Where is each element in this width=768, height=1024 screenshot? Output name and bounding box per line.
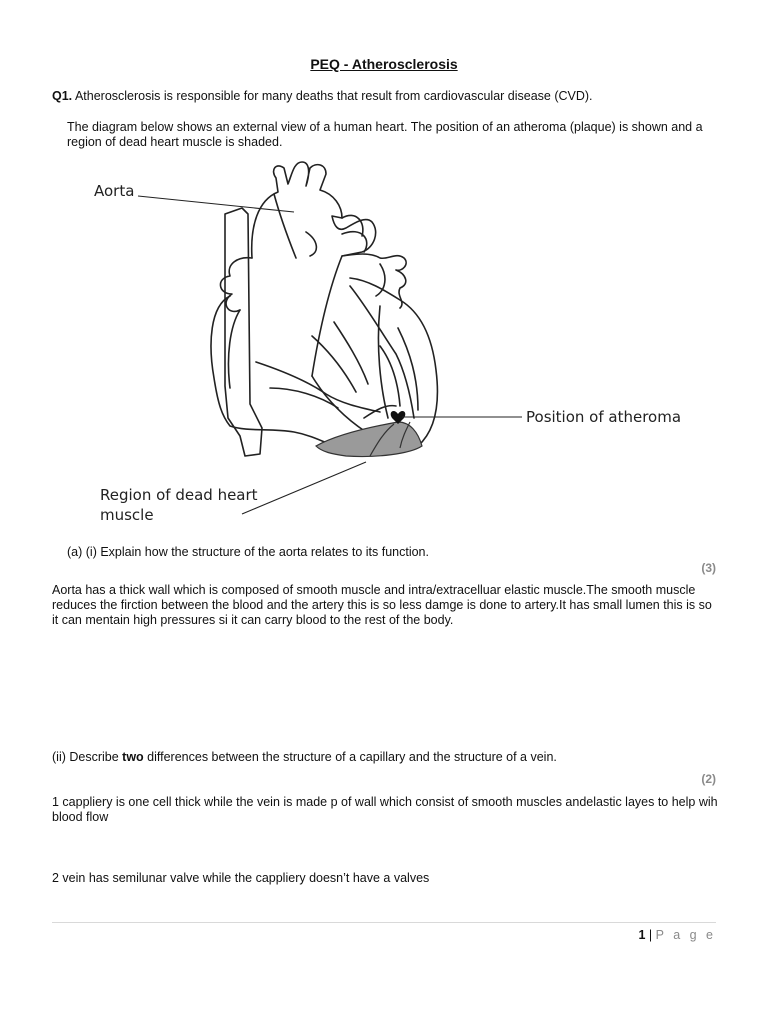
q1-intro xyxy=(52,89,722,104)
question-a-ii-bold: two xyxy=(122,750,144,764)
page-footer xyxy=(638,928,716,942)
answer-a-ii-2: 2 vein has semilunar valve while the cappliery doesn’t have a valves xyxy=(52,871,430,885)
page-separator: | xyxy=(648,928,653,942)
question-a-ii-pre: (ii) Describe xyxy=(52,750,123,764)
answer-a-ii-1: 1 cappliery is one cell thick while the vein is made p of wall which consist of smooth muscles andelastic layes to help wih blood flow xyxy=(52,795,718,824)
diagram-description: The diagram below shows an external view of a human heart. The position of an atheroma (plaque) is shown and a region of dead heart muscle is shaded. xyxy=(67,120,703,149)
page-title: PEQ - Atherosclerosis xyxy=(310,56,458,72)
page-number: 1 xyxy=(638,928,646,942)
marks-a-ii: (2) xyxy=(701,772,716,786)
footer-divider xyxy=(52,922,716,923)
question-a-ii-post: differences between the structure of a capillary and the structure of a vein. xyxy=(143,750,557,764)
dead-muscle-label-line2: muscle xyxy=(100,506,154,524)
aorta-shape xyxy=(252,162,376,376)
page-word: P a g e xyxy=(655,928,716,942)
answer-a-i: Aorta has a thick wall which is composed of smooth muscle and intra/extracelluar elastic muscle.The smooth muscle reduces the firction between the blood and the artery this is so less damge is done to artery.It has small lumen this is so it can mentain high pressures si it can carry blood to the rest of the body. xyxy=(52,583,712,627)
aorta-label: Aorta xyxy=(94,182,135,200)
question-a-ii xyxy=(52,750,720,765)
question-number: Q1. xyxy=(52,89,73,103)
vena-cava-shape xyxy=(225,208,262,456)
q1-intro-text: Atherosclerosis is responsible for many deaths that result from cardiovascular disease (CVD). xyxy=(74,89,593,103)
dead-muscle-region xyxy=(316,422,422,457)
dead-muscle-leader-line xyxy=(242,462,366,514)
dead-muscle-label-line1: Region of dead heart xyxy=(100,486,258,504)
atheroma-label: Position of atheroma xyxy=(526,408,682,426)
aorta-leader-line xyxy=(138,196,294,212)
heart-diagram xyxy=(80,156,700,528)
question-a-i: (a) (i) Explain how the structure of the aorta relates to its function. xyxy=(67,545,429,559)
marks-a-i: (3) xyxy=(701,561,716,575)
